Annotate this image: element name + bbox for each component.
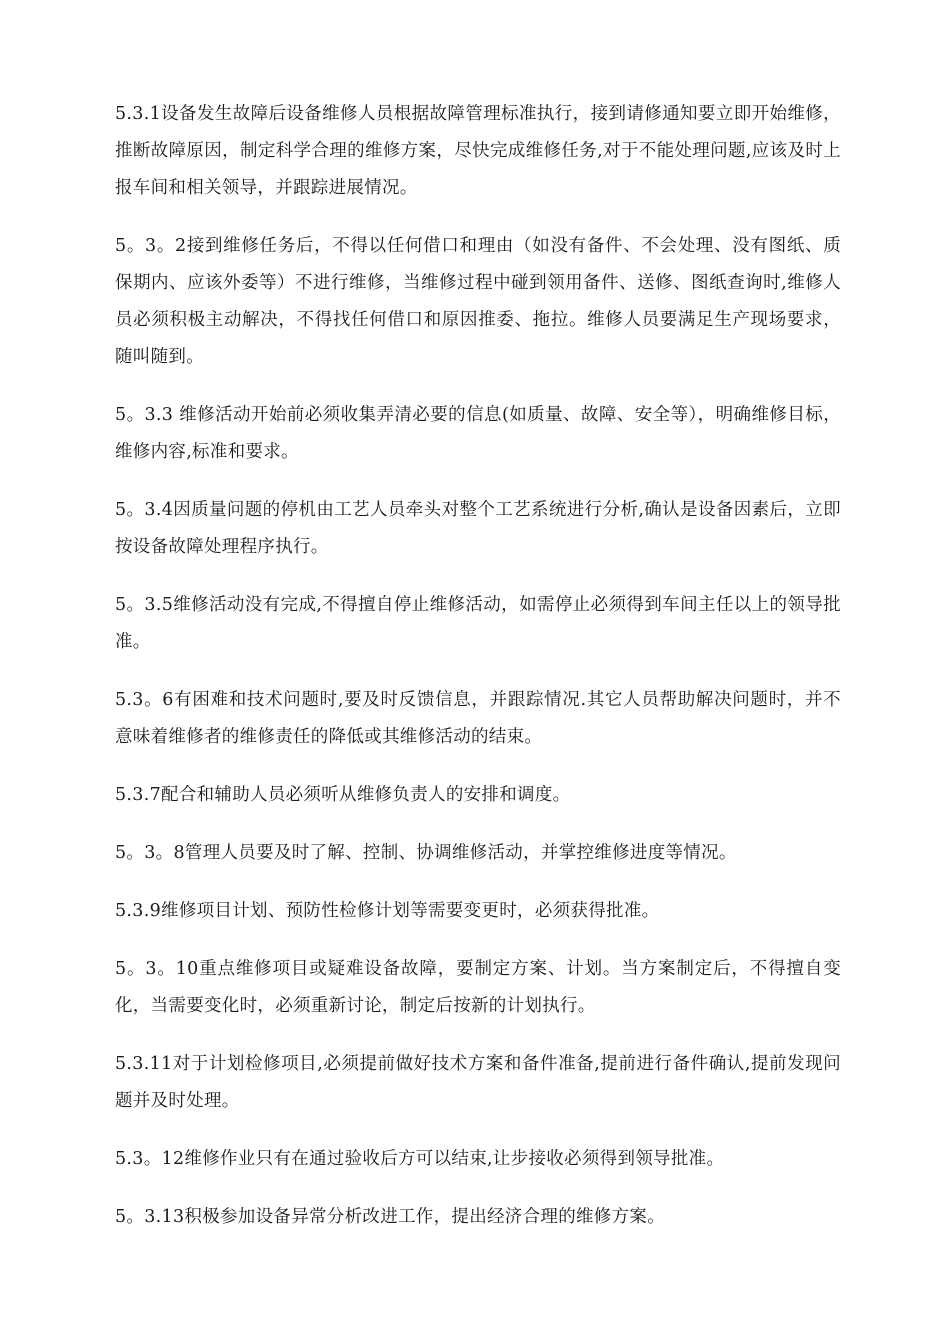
document-body: [115, 96, 841, 1257]
paragraph-5-3-1: 5.3.1设备发生故障后设备维修人员根据故障管理标准执行，接到请修通知要立即开始维修，推断故障原因，制定科学合理的维修方案，尽快完成维修任务,对于不能处理问题,应该及时上报车间和相关领导，并跟踪进展情况。: [115, 104, 841, 198]
paragraph-5-3-12: 5.3。12维修作业只有在通过验收后方可以结束,让步接收必须得到领导批准。: [115, 1149, 725, 1169]
paragraph-5-3-11: 5.3.11对于计划检修项目,必须提前做好技术方案和备件准备,提前进行备件确认,提前发现问题并及时处理。: [115, 1054, 841, 1111]
paragraph-5-3-7: 5.3.7配合和辅助人员必须听从维修负责人的安排和调度。: [115, 785, 571, 805]
paragraph-5-3-2: 5。3。2接到维修任务后，不得以任何借口和理由（如没有备件、不会处理、没有图纸、质保期内、应该外委等）不进行维修，当维修过程中碰到领用备件、送修、图纸查询时,维修人员必须积极主动解决，不得找任何借口和原因推委、拖拉。维修人员要满足生产现场要求，随叫随到。: [115, 236, 841, 367]
paragraph-5-3-13: 5。3.13积极参加设备异常分析改进工作，提出经济合理的维修方案。: [115, 1207, 665, 1227]
paragraph-5-3-9: 5.3.9维修项目计划、预防性检修计划等需要变更时，必须获得批准。: [115, 901, 660, 921]
paragraph-5-3-4: 5。3.4因质量问题的停机由工艺人员牵头对整个工艺系统进行分析,确认是设备因素后，立即按设备故障处理程序执行。: [115, 500, 841, 557]
paragraph-5-3-6: 5.3。6有困难和技术问题时,要及时反馈信息，并跟踪情况.其它人员帮助解决问题时，并不意味着维修者的维修责任的降低或其维修活动的结束。: [115, 690, 841, 747]
paragraph-5-3-8: 5。3。8管理人员要及时了解、控制、协调维修活动，并掌控维修进度等情况。: [115, 843, 737, 863]
paragraph-5-3-5: 5。3.5维修活动没有完成,不得擅自停止维修活动，如需停止必须得到车间主任以上的领导批准。: [115, 595, 841, 652]
paragraph-5-3-10: 5。3。10重点维修项目或疑难设备故障，要制定方案、计划。当方案制定后，不得擅自变化，当需要变化时，必须重新讨论，制定后按新的计划执行。: [115, 959, 841, 1016]
paragraph-5-3-3: 5。3.3 维修活动开始前必须收集弄清必要的信息(如质量、故障、安全等），明确维修目标，维修内容,标准和要求。: [115, 405, 841, 462]
